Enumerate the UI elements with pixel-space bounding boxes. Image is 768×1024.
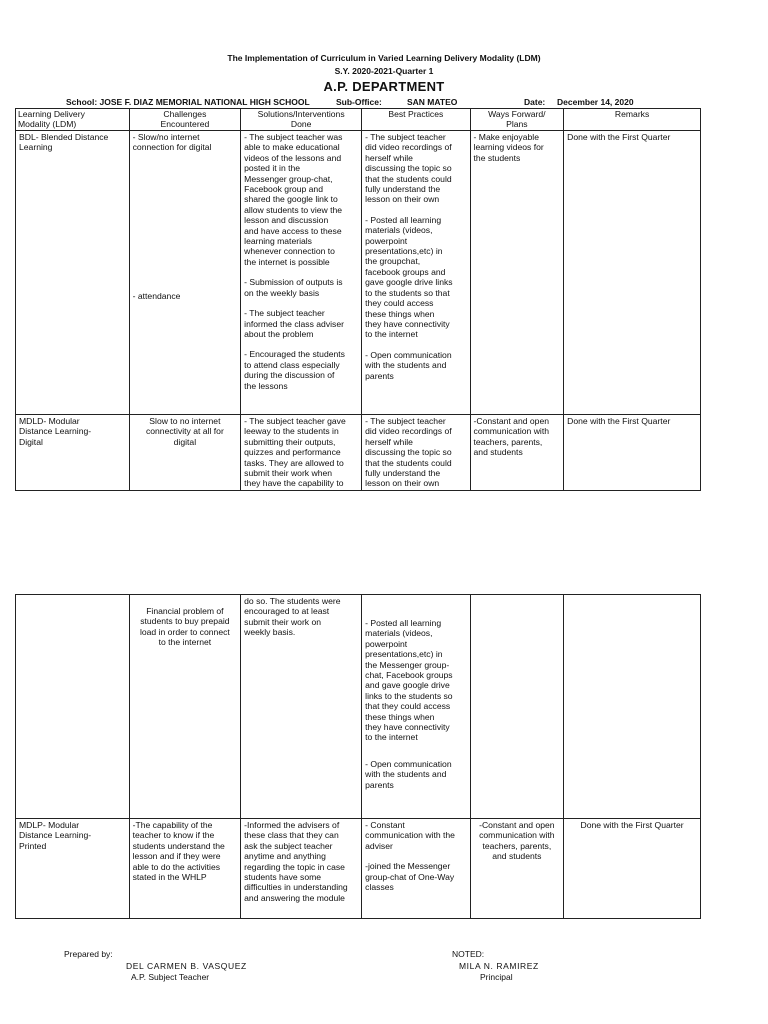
practice-text: - Posted all learning materials (videos, powerpoint presentations,etc) in the Messenger group- chat, Facebook groups and gave google drive links to the students so that they could access these things when they have connectivity to the internet: [365, 618, 453, 743]
prepared-by-title: A.P. Subject Teacher: [131, 972, 210, 982]
challenges-cell: [129, 595, 241, 819]
solution-text: - The subject teacher informed the class adviser about the problem: [244, 308, 344, 339]
solution-text: - The subject teacher was able to make educational videos of the lessons and posted it in the Messenger group-chat, Facebook group and shared the google link to allow students to view the lesson and discussion and have access to these learning materials whenever connection to the internet is possible: [244, 132, 343, 267]
table-row: [16, 131, 701, 415]
challenges-cell: [129, 131, 241, 415]
noted-title: Principal: [480, 972, 513, 982]
remarks-cell: Done with the First Quarter: [564, 415, 701, 491]
ldm-table-page-2: [15, 594, 701, 919]
document-title: The Implementation of Curriculum in Varied Learning Delivery Modality (LDM): [227, 53, 541, 63]
suboffice-label: Sub-Office:: [336, 97, 382, 107]
modality-cell: MDLP- Modular Distance Learning- Printed: [16, 819, 130, 919]
ways-forward-cell: -Constant and open communication with teachers, parents, and students: [470, 415, 564, 491]
best-practices-cell: [362, 415, 470, 491]
challenge-text: - attendance: [132, 290, 181, 301]
remarks-cell: Done with the First Quarter: [564, 819, 701, 919]
solution-text: - The subject teacher gave leeway to the students in submitting their outputs, quizzes and performance tasks. They are allowed to submit their work when they have the capability to: [244, 416, 346, 488]
practice-text: - Constant communication with the adviser: [365, 820, 455, 851]
best-practices-cell: [362, 131, 470, 415]
best-practices-cell: [362, 595, 470, 819]
remarks-cell: [564, 595, 701, 819]
challenge-text: Financial problem of students to buy prepaid load in order to connect to the internet: [139, 606, 230, 648]
ldm-table-page-1: [15, 108, 701, 491]
date-value: December 14, 2020: [557, 97, 634, 107]
challenge-text: - Slow/no internet connection for digital: [132, 132, 212, 153]
table-header-row: [16, 109, 701, 131]
solution-text: - Submission of outputs is on the weekly basis: [244, 277, 343, 298]
noted-name: MILA N. RAMIREZ: [459, 961, 539, 971]
department-title: A.P. DEPARTMENT: [323, 79, 445, 94]
school-year: S.Y. 2020-2021-Quarter 1: [334, 66, 434, 76]
column-header-remarks: Remarks: [564, 109, 701, 131]
column-header-solutions: Solutions/Interventions Done: [241, 109, 362, 131]
practice-text: - Open communication with the students and parents: [365, 758, 452, 790]
modality-cell: [16, 595, 130, 819]
challenges-cell: Slow to no internet connectivity at all for digital: [129, 415, 241, 491]
challenges-cell: -The capability of the teacher to know if the students understand the lesson and if they were able to do the activities stated in the WHLP: [129, 819, 241, 919]
table-row: [16, 819, 701, 919]
remarks-cell: Done with the First Quarter: [564, 131, 701, 415]
solutions-cell: -Informed the advisers of these class that they can ask the subject teacher anytime and anything regarding the topic in case students have some difficulties in understanding and answering the module: [241, 819, 362, 919]
modality-cell: MDLD- Modular Distance Learning- Digital: [16, 415, 130, 491]
school-name: School: JOSE F. DIAZ MEMORIAL NATIONAL HIGH SCHOOL: [66, 97, 310, 107]
practice-text: - Posted all learning materials (videos, powerpoint presentations,etc) in the groupchat, facebook groups and gave google drive links to the students so that they could access these things when they have connectivity to the internet: [365, 214, 453, 340]
prepared-by-name: DEL CARMEN B. VASQUEZ: [126, 961, 247, 971]
suboffice-value: SAN MATEO: [407, 97, 458, 107]
modality-cell: BDL- Blended Distance Learning: [16, 131, 130, 415]
solutions-cell: [241, 131, 362, 415]
table-row: [16, 415, 701, 491]
date-label: Date:: [524, 97, 546, 107]
column-header-ways-forward: Ways Forward/ Plans: [470, 109, 564, 131]
practice-text: - The subject teacher did video recordings of herself while discussing the topic so that the students could fully understand the lesson on their own: [365, 132, 452, 205]
prepared-by-label: Prepared by:: [64, 949, 113, 959]
best-practices-cell: [362, 819, 470, 919]
ways-forward-cell: [470, 595, 564, 819]
solutions-cell: do so. The students were encouraged to at least submit their work on weekly basis.: [241, 595, 362, 819]
table-row: [16, 595, 701, 819]
practice-text: - The subject teacher did video recordings of herself while discussing the topic so that the students could fully understand the lesson on their own: [365, 416, 452, 488]
solutions-cell: [241, 415, 362, 491]
column-header-challenges: Challenges Encountered: [129, 109, 241, 131]
practice-text: - Open communication with the students and parents: [365, 349, 452, 381]
noted-label: NOTED:: [452, 949, 485, 959]
ways-forward-cell: -Constant and open communication with teachers, parents, and students: [470, 819, 564, 919]
column-header-best-practices: Best Practices: [362, 109, 470, 131]
ways-forward-cell: - Make enjoyable learning videos for the students: [470, 131, 564, 415]
column-header-modality: Learning Delivery Modality (LDM): [16, 109, 130, 131]
practice-text: -joined the Messenger group-chat of One-Way classes: [365, 861, 455, 893]
solution-text: - Encouraged the students to attend class especially during the discussion of the lessons: [244, 349, 345, 391]
